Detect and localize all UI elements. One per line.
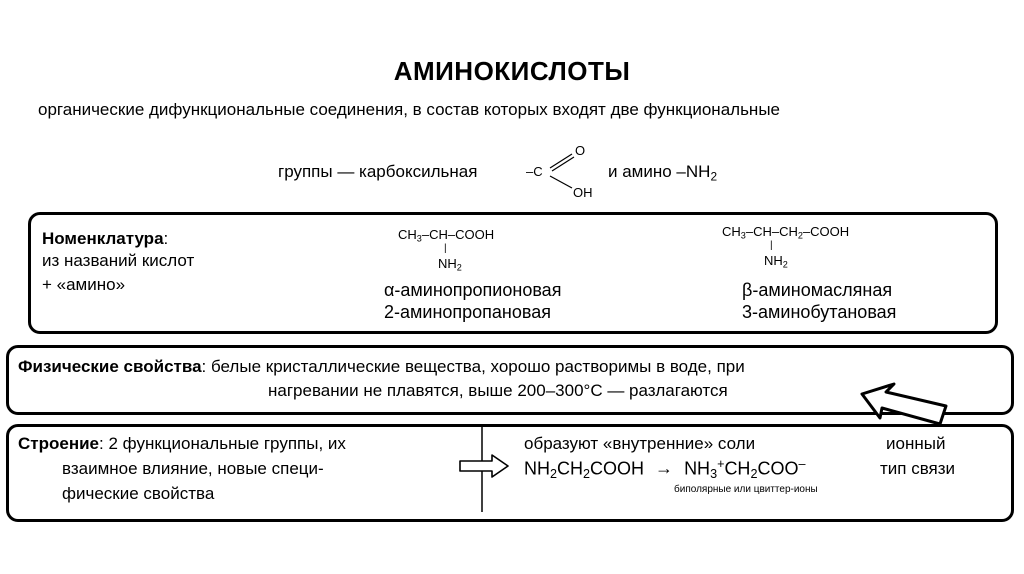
example-2-name-2: 3-аминобутановая <box>742 302 897 322</box>
eq-nh: NH <box>524 458 550 479</box>
eq-cooh: COOH <box>590 458 645 479</box>
example-1-group-text: NH <box>438 256 457 271</box>
example-1-formula-b: –CH–COOH <box>421 227 495 242</box>
carboxyl-oxygen: O <box>575 143 586 158</box>
example-2-formula-c: –COOH <box>802 224 850 239</box>
example-2-formula-b-sub: 2 <box>797 230 803 241</box>
physical-properties-line-1 <box>18 357 745 377</box>
carboxyl-hydroxyl: OH <box>573 185 593 200</box>
definition-line-2-suffix <box>608 162 717 184</box>
example-1-bond: | <box>444 243 447 254</box>
small-hollow-arrow-icon <box>458 453 512 479</box>
example-1-name-1: α-аминопропионовая <box>384 280 562 300</box>
bond-type-line-2: тип связи <box>880 459 956 478</box>
amino-text: и амино –NH <box>608 162 711 181</box>
example-2-name-1: β-аминомасляная <box>742 280 893 300</box>
carboxyl-bonds <box>548 148 588 198</box>
physical-properties-line-2: нагревании не плавятся, выше 200–300°С — разлагаются <box>268 381 728 400</box>
example-2-group-sub: 2 <box>782 259 788 270</box>
structure-heading-colon: : <box>99 434 104 453</box>
physical-heading: Физические свойства <box>18 357 202 376</box>
eq-ch-sub: 2 <box>583 467 591 482</box>
nomenclature-line-2: + «амино» <box>42 275 126 294</box>
bond-type-line-1: ионный <box>886 434 946 453</box>
example-2-formula-b: –CH–CH <box>745 224 798 239</box>
definition-line-1: органические дифункциональные соединения, в состав которых входят две функциональные <box>38 100 780 119</box>
eq-nh3-sub: 3 <box>710 467 718 482</box>
example-2-group <box>764 253 788 270</box>
structure-line-2: взаимное влияние, новые специ- <box>62 459 324 478</box>
eq-coo-sup: – <box>798 457 806 471</box>
physical-heading-colon: : <box>201 357 207 376</box>
example-1-name-2: 2-аминопропановая <box>384 302 551 322</box>
eq-coo: COO <box>757 458 799 479</box>
zwitterion-equation <box>524 457 805 481</box>
example-2-formula <box>722 224 849 241</box>
example-2-formula-a-sub: 3 <box>740 230 746 241</box>
amino-subscript: 2 <box>710 169 718 184</box>
structure-line-1 <box>18 434 346 454</box>
eq-arrow: → <box>655 458 674 479</box>
nomenclature-line-1: из названий кислот <box>42 251 195 270</box>
nomenclature-heading-colon: : <box>163 229 169 248</box>
eq-nh3-sup: + <box>717 457 725 471</box>
example-1-group-sub: 2 <box>456 262 462 273</box>
structure-heading: Строение <box>18 434 99 453</box>
example-1-formula-a: CH <box>398 227 417 242</box>
structure-line-3: фические свойства <box>62 484 215 503</box>
example-2-formula-a: CH <box>722 224 741 239</box>
eq-ch2: CH <box>724 458 751 479</box>
example-2-bond: | <box>770 240 773 251</box>
example-1-formula-a-sub: 3 <box>416 233 422 244</box>
example-2-group-text: NH <box>764 253 783 268</box>
page-title: АМИНОКИСЛОТЫ <box>393 56 631 86</box>
structure-line-1-text: 2 функциональные группы, их <box>108 434 346 453</box>
physical-line-1-text: белые кристаллические вещества, хорошо растворимы в воде, при <box>211 357 745 376</box>
eq-nh3: NH <box>684 458 711 479</box>
nomenclature-heading <box>42 229 168 249</box>
eq-ch2-sub: 2 <box>750 467 758 482</box>
carboxyl-carbon: –C <box>526 164 543 179</box>
internal-salts-text: образуют «внутренние» соли <box>524 434 756 453</box>
eq-nh-sub: 2 <box>550 467 558 482</box>
example-1-group <box>438 256 462 273</box>
example-1-formula <box>398 227 494 244</box>
nomenclature-heading-text: Номенклатура <box>42 229 164 248</box>
eq-ch: CH <box>557 458 584 479</box>
definition-line-2-prefix: группы — карбоксильная <box>278 162 478 181</box>
bipolar-ions-note: биполярные или цвиттер-ионы <box>674 484 818 495</box>
